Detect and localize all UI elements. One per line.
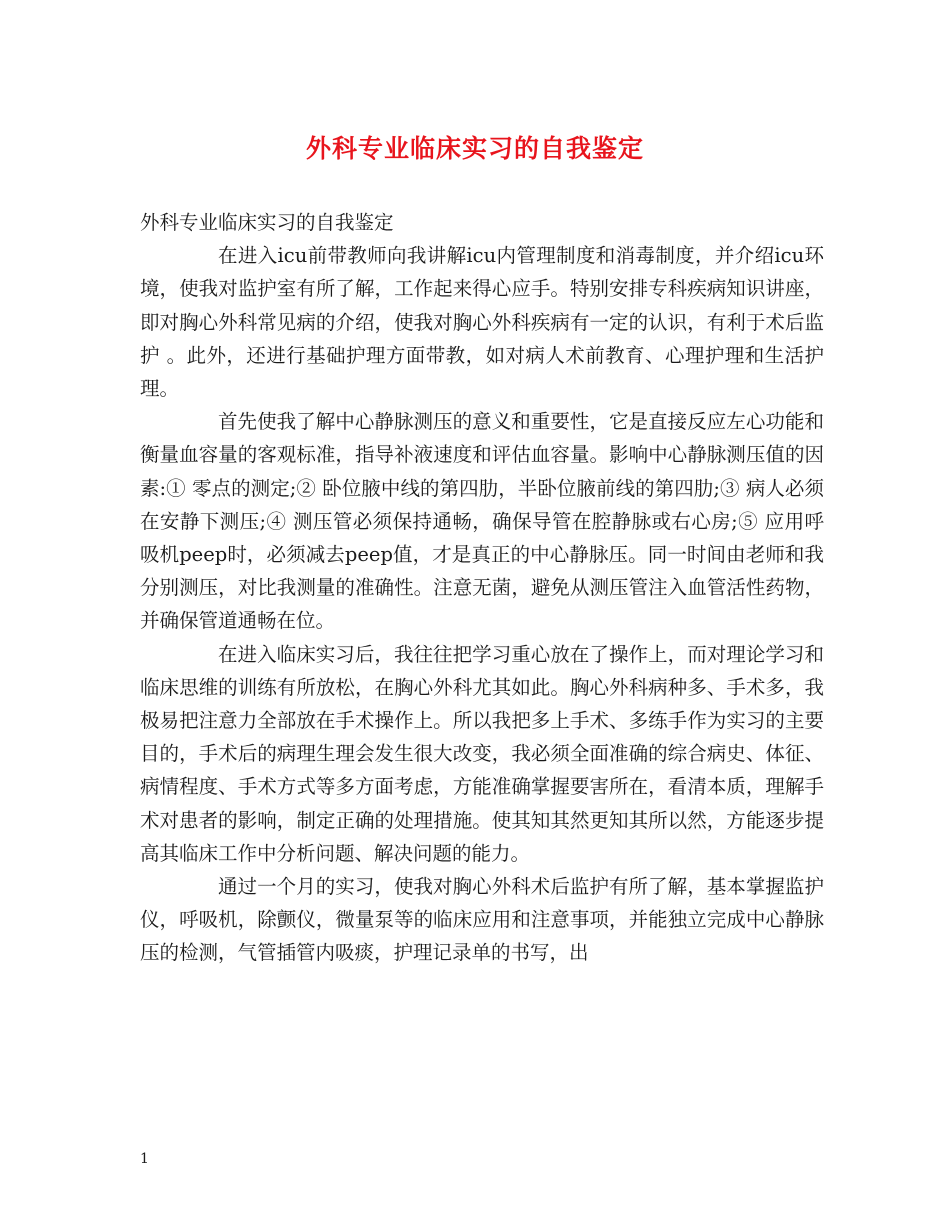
page-number: 1 [140,1151,149,1167]
page-title: 外科专业临床实习的自我鉴定 [305,134,644,163]
document-body [140,206,824,970]
paragraph-3: 在进入临床实习后，我往往把学习重心放在了操作上，而对理论学习和临床思维的训练有所放松，在胸心外科尤其如此。胸心外科病种多、手术多，我极易把注意力全部放在手术操作上。所以我把多上手术、多练手作为实习的主要目的，手术后的病理生理会发生很大改变，我必须全面准确的综合病史、体征、病情程度、手术方式等多方面考虑，方能准确掌握要害所在，看清本质，理解手术对患者的影响，制定正确的处理措施。使其知其然更知其所以然，方能逐步提高其临床工作中分析问题、解决问题的能力。 [140,642,824,865]
paragraph-4: 通过一个月的实习，使我对胸心外科术后监护有所了解，基本掌握监护仪，呼吸机，除颤仪，微量泵等的临床应用和注意事项，并能独立完成中心静脉压的检测，气管插管内吸痰，护理记录单的书写，出 [140,875,824,965]
paragraph-2: 首先使我了解中心静脉测压的意义和重要性，它是直接反应左心功能和衡量血容量的客观标准，指导补液速度和评估血容量。影响中心静脉测压值的因素:① 零点的测定;② 卧位腋中线的第四肋，半卧位腋前线的第四肋;③ 病人必须在安静下测压;④ 测压管必须保持通畅，确保导管在腔静脉或右心房;⑤ 应用呼吸机peep时，必须减去peep值，才是真正的中心静脉压。同一时间由老师和我分别测压，对比我测量的准确性。注意无菌，避免从测压管注入血管活性药物，并确保管道通畅在位。 [140,410,824,633]
paragraph-1: 在进入icu前带教师向我讲解icu内管理制度和消毒制度，并介绍icu环境，使我对监护室有所了解，工作起来得心应手。特别安排专科疾病知识讲座，即对胸心外科常见病的介绍，使我对胸心外科疾病有一定的认识，有利于术后监护 。此外，还进行基础护理方面带教，如对病人术前教育、心理护理和生活护理。 [140,244,824,401]
document-subtitle: 外科专业临床实习的自我鉴定 [140,211,394,234]
